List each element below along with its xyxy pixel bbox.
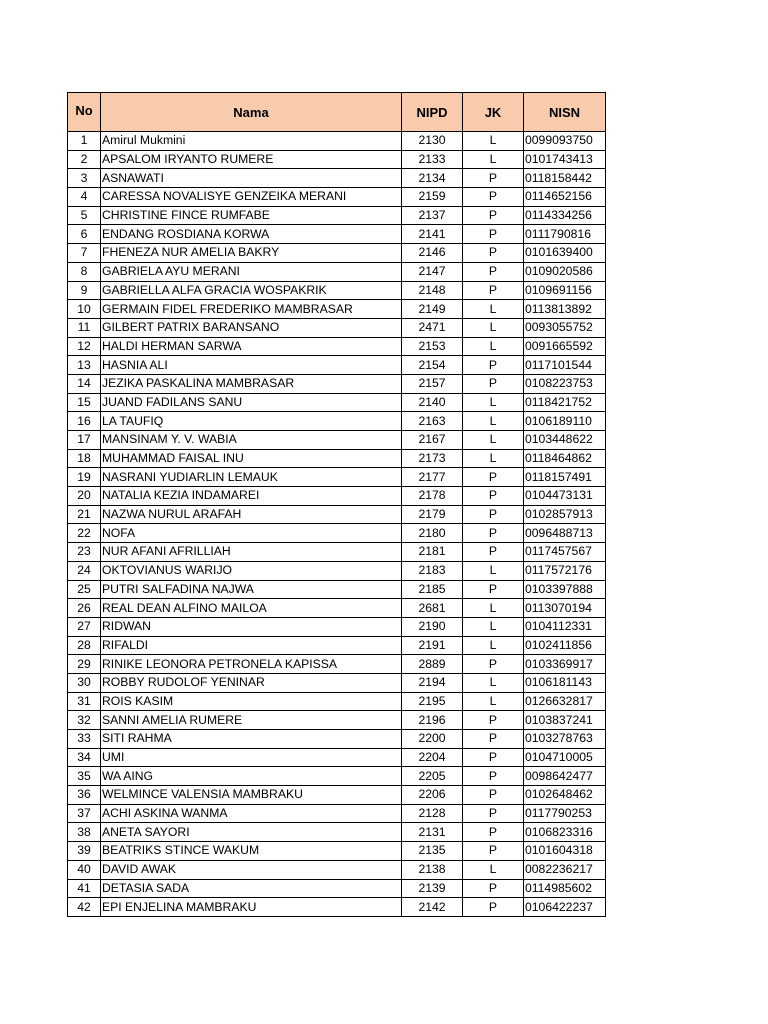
- cell-jk: L: [463, 599, 524, 618]
- table-row: [68, 132, 606, 151]
- cell-jk: L: [463, 337, 524, 356]
- cell-jk: P: [463, 262, 524, 281]
- cell-no: 18: [68, 449, 101, 468]
- cell-nisn: 0114652156: [524, 188, 606, 207]
- table-row: [68, 468, 606, 487]
- cell-jk: L: [463, 617, 524, 636]
- cell-nama: NOFA: [101, 524, 402, 543]
- cell-nipd: 2471: [402, 318, 463, 337]
- cell-no: 10: [68, 300, 101, 319]
- cell-nipd: 2889: [402, 655, 463, 674]
- cell-nipd: 2130: [402, 132, 463, 151]
- cell-jk: L: [463, 393, 524, 412]
- table-row: [68, 580, 606, 599]
- cell-nisn: 0101639400: [524, 244, 606, 263]
- cell-no: 7: [68, 244, 101, 263]
- cell-no: 12: [68, 337, 101, 356]
- cell-nama: WELMINCE VALENSIA MAMBRAKU: [101, 786, 402, 805]
- cell-nama: DETASIA SADA: [101, 879, 402, 898]
- cell-nipd: 2204: [402, 748, 463, 767]
- cell-nisn: 0102411856: [524, 636, 606, 655]
- cell-nama: GILBERT PATRIX BARANSANO: [101, 318, 402, 337]
- cell-nipd: 2137: [402, 206, 463, 225]
- cell-nama: MANSINAM Y. V. WABIA: [101, 431, 402, 450]
- cell-jk: P: [463, 879, 524, 898]
- cell-nisn: 0103837241: [524, 711, 606, 730]
- table-row: [68, 898, 606, 917]
- cell-jk: L: [463, 412, 524, 431]
- cell-nisn: 0109691156: [524, 281, 606, 300]
- cell-nisn: 0096488713: [524, 524, 606, 543]
- table-row: [68, 543, 606, 562]
- cell-nipd: 2154: [402, 356, 463, 375]
- cell-no: 38: [68, 823, 101, 842]
- cell-nipd: 2140: [402, 393, 463, 412]
- cell-nama: OKTOVIANUS WARIJO: [101, 561, 402, 580]
- cell-nama: ACHI ASKINA WANMA: [101, 804, 402, 823]
- cell-nisn: 0118158442: [524, 169, 606, 188]
- table-row: [68, 524, 606, 543]
- cell-nipd: 2135: [402, 842, 463, 861]
- cell-nisn: 0102648462: [524, 786, 606, 805]
- cell-nama: REAL DEAN ALFINO MAILOA: [101, 599, 402, 618]
- cell-nisn: 0104710005: [524, 748, 606, 767]
- table-row: [68, 711, 606, 730]
- cell-no: 16: [68, 412, 101, 431]
- cell-nisn: 0103448622: [524, 431, 606, 450]
- cell-jk: P: [463, 505, 524, 524]
- cell-nipd: 2181: [402, 543, 463, 562]
- cell-jk: P: [463, 730, 524, 749]
- cell-nisn: 0099093750: [524, 132, 606, 151]
- cell-jk: P: [463, 169, 524, 188]
- cell-nisn: 0103369917: [524, 655, 606, 674]
- cell-nipd: 2185: [402, 580, 463, 599]
- cell-nama: JEZIKA PASKALINA MAMBRASAR: [101, 374, 402, 393]
- cell-nipd: 2190: [402, 617, 463, 636]
- cell-jk: P: [463, 898, 524, 917]
- cell-no: 39: [68, 842, 101, 861]
- cell-nipd: 2180: [402, 524, 463, 543]
- cell-nama: SANNI AMELIA RUMERE: [101, 711, 402, 730]
- cell-no: 1: [68, 132, 101, 151]
- cell-nisn: 0101604318: [524, 842, 606, 861]
- cell-nipd: 2149: [402, 300, 463, 319]
- cell-jk: P: [463, 711, 524, 730]
- table-row: [68, 842, 606, 861]
- cell-nisn: 0104112331: [524, 617, 606, 636]
- table-row: [68, 786, 606, 805]
- cell-nisn: 0108223753: [524, 374, 606, 393]
- column-header-no: No: [68, 93, 101, 132]
- cell-no: 20: [68, 487, 101, 506]
- cell-no: 37: [68, 804, 101, 823]
- cell-nisn: 0082236217: [524, 860, 606, 879]
- cell-no: 32: [68, 711, 101, 730]
- cell-nama: SITI RAHMA: [101, 730, 402, 749]
- cell-no: 22: [68, 524, 101, 543]
- table-row: [68, 561, 606, 580]
- cell-nisn: 0098642477: [524, 767, 606, 786]
- cell-nama: WA AING: [101, 767, 402, 786]
- cell-nisn: 0117790253: [524, 804, 606, 823]
- cell-nama: NAZWA NURUL ARAFAH: [101, 505, 402, 524]
- cell-jk: L: [463, 132, 524, 151]
- cell-no: 29: [68, 655, 101, 674]
- table-row: [68, 150, 606, 169]
- cell-nipd: 2138: [402, 860, 463, 879]
- column-header-nipd: NIPD: [402, 93, 463, 132]
- column-header-nama: Nama: [101, 93, 402, 132]
- cell-no: 26: [68, 599, 101, 618]
- table-row: [68, 673, 606, 692]
- cell-nisn: 0117457567: [524, 543, 606, 562]
- cell-nisn: 0117572176: [524, 561, 606, 580]
- cell-nipd: 2177: [402, 468, 463, 487]
- cell-nipd: 2195: [402, 692, 463, 711]
- cell-no: 11: [68, 318, 101, 337]
- header-row: [68, 93, 606, 132]
- cell-nipd: 2133: [402, 150, 463, 169]
- cell-nama: PUTRI SALFADINA NAJWA: [101, 580, 402, 599]
- cell-nisn: 0106181143: [524, 673, 606, 692]
- cell-nama: DAVID AWAK: [101, 860, 402, 879]
- cell-nisn: 0118421752: [524, 393, 606, 412]
- cell-nama: RINIKE LEONORA PETRONELA KAPISSA: [101, 655, 402, 674]
- cell-jk: L: [463, 318, 524, 337]
- cell-jk: P: [463, 655, 524, 674]
- cell-nisn: 0114985602: [524, 879, 606, 898]
- cell-nama: ASNAWATI: [101, 169, 402, 188]
- table-row: [68, 300, 606, 319]
- cell-no: 21: [68, 505, 101, 524]
- cell-no: 2: [68, 150, 101, 169]
- cell-no: 25: [68, 580, 101, 599]
- cell-jk: L: [463, 561, 524, 580]
- cell-jk: P: [463, 786, 524, 805]
- cell-nipd: 2183: [402, 561, 463, 580]
- table-row: [68, 337, 606, 356]
- cell-nama: GERMAIN FIDEL FREDERIKO MAMBRASAR: [101, 300, 402, 319]
- cell-nama: ROIS KASIM: [101, 692, 402, 711]
- cell-nama: ROBBY RUDOLOF YENINAR: [101, 673, 402, 692]
- cell-nipd: 2191: [402, 636, 463, 655]
- cell-no: 27: [68, 617, 101, 636]
- table-row: [68, 206, 606, 225]
- cell-nama: APSALOM IRYANTO RUMERE: [101, 150, 402, 169]
- table-row: [68, 244, 606, 263]
- table-row: [68, 356, 606, 375]
- cell-nama: UMI: [101, 748, 402, 767]
- cell-jk: P: [463, 543, 524, 562]
- cell-nama: MUHAMMAD FAISAL INU: [101, 449, 402, 468]
- cell-jk: P: [463, 281, 524, 300]
- cell-nisn: 0113813892: [524, 300, 606, 319]
- cell-nipd: 2142: [402, 898, 463, 917]
- column-header-nisn: NISN: [524, 93, 606, 132]
- table-row: [68, 225, 606, 244]
- cell-jk: P: [463, 580, 524, 599]
- cell-nisn: 0103397888: [524, 580, 606, 599]
- table-row: [68, 188, 606, 207]
- cell-jk: P: [463, 842, 524, 861]
- table-row: [68, 449, 606, 468]
- cell-jk: L: [463, 431, 524, 450]
- cell-nisn: 0126632817: [524, 692, 606, 711]
- cell-nama: CHRISTINE FINCE RUMFABE: [101, 206, 402, 225]
- cell-jk: P: [463, 767, 524, 786]
- cell-nipd: 2196: [402, 711, 463, 730]
- cell-no: 17: [68, 431, 101, 450]
- table-row: [68, 487, 606, 506]
- cell-nipd: 2178: [402, 487, 463, 506]
- cell-nipd: 2200: [402, 730, 463, 749]
- cell-nama: GABRIELA AYU MERANI: [101, 262, 402, 281]
- table-row: [68, 804, 606, 823]
- cell-jk: L: [463, 860, 524, 879]
- cell-nisn: 0101743413: [524, 150, 606, 169]
- cell-nipd: 2163: [402, 412, 463, 431]
- cell-jk: P: [463, 374, 524, 393]
- cell-no: 4: [68, 188, 101, 207]
- table-row: [68, 599, 606, 618]
- cell-no: 9: [68, 281, 101, 300]
- cell-jk: L: [463, 449, 524, 468]
- cell-no: 8: [68, 262, 101, 281]
- cell-nama: RIDWAN: [101, 617, 402, 636]
- table-row: [68, 655, 606, 674]
- cell-no: 19: [68, 468, 101, 487]
- cell-jk: P: [463, 206, 524, 225]
- cell-no: 24: [68, 561, 101, 580]
- cell-no: 30: [68, 673, 101, 692]
- cell-nipd: 2148: [402, 281, 463, 300]
- cell-nisn: 0118464862: [524, 449, 606, 468]
- table-row: [68, 692, 606, 711]
- cell-nama: CARESSA NOVALISYE GENZEIKA MERANI: [101, 188, 402, 207]
- cell-nipd: 2128: [402, 804, 463, 823]
- cell-no: 23: [68, 543, 101, 562]
- cell-nisn: 0109020586: [524, 262, 606, 281]
- cell-jk: P: [463, 225, 524, 244]
- cell-jk: P: [463, 487, 524, 506]
- cell-nama: HASNIA ALI: [101, 356, 402, 375]
- cell-nipd: 2681: [402, 599, 463, 618]
- cell-no: 33: [68, 730, 101, 749]
- cell-nisn: 0104473131: [524, 487, 606, 506]
- cell-nisn: 0091665592: [524, 337, 606, 356]
- cell-nisn: 0103278763: [524, 730, 606, 749]
- cell-nipd: 2179: [402, 505, 463, 524]
- cell-nipd: 2134: [402, 169, 463, 188]
- cell-no: 34: [68, 748, 101, 767]
- table-row: [68, 374, 606, 393]
- table-row: [68, 393, 606, 412]
- cell-no: 42: [68, 898, 101, 917]
- cell-nipd: 2173: [402, 449, 463, 468]
- cell-nama: GABRIELLA ALFA GRACIA WOSPAKRIK: [101, 281, 402, 300]
- cell-jk: P: [463, 468, 524, 487]
- cell-jk: P: [463, 748, 524, 767]
- table-row: [68, 617, 606, 636]
- cell-nisn: 0106422237: [524, 898, 606, 917]
- cell-no: 28: [68, 636, 101, 655]
- cell-nama: FHENEZA NUR AMELIA BAKRY: [101, 244, 402, 263]
- cell-no: 40: [68, 860, 101, 879]
- cell-nipd: 2147: [402, 262, 463, 281]
- cell-nama: BEATRIKS STINCE WAKUM: [101, 842, 402, 861]
- cell-nama: LA TAUFIQ: [101, 412, 402, 431]
- cell-nipd: 2205: [402, 767, 463, 786]
- cell-nipd: 2167: [402, 431, 463, 450]
- cell-jk: P: [463, 823, 524, 842]
- cell-jk: P: [463, 804, 524, 823]
- cell-nipd: 2146: [402, 244, 463, 263]
- cell-nisn: 0114334256: [524, 206, 606, 225]
- table-row: [68, 431, 606, 450]
- cell-nama: ANETA SAYORI: [101, 823, 402, 842]
- cell-nisn: 0117101544: [524, 356, 606, 375]
- cell-jk: L: [463, 300, 524, 319]
- student-roster-table: [67, 92, 606, 917]
- cell-nama: NASRANI YUDIARLIN LEMAUK: [101, 468, 402, 487]
- cell-nisn: 0113070194: [524, 599, 606, 618]
- cell-nama: HALDI HERMAN SARWA: [101, 337, 402, 356]
- cell-nipd: 2131: [402, 823, 463, 842]
- roster-body: [68, 132, 606, 917]
- table-row: [68, 505, 606, 524]
- cell-nama: RIFALDI: [101, 636, 402, 655]
- cell-nisn: 0102857913: [524, 505, 606, 524]
- cell-nipd: 2141: [402, 225, 463, 244]
- cell-jk: P: [463, 356, 524, 375]
- cell-no: 3: [68, 169, 101, 188]
- table-row: [68, 730, 606, 749]
- cell-no: 14: [68, 374, 101, 393]
- cell-no: 36: [68, 786, 101, 805]
- table-row: [68, 636, 606, 655]
- table-row: [68, 879, 606, 898]
- cell-nipd: 2157: [402, 374, 463, 393]
- cell-nama: NATALIA KEZIA INDAMAREI: [101, 487, 402, 506]
- cell-nama: EPI ENJELINA MAMBRAKU: [101, 898, 402, 917]
- table-row: [68, 823, 606, 842]
- table-row: [68, 281, 606, 300]
- cell-jk: L: [463, 692, 524, 711]
- cell-no: 13: [68, 356, 101, 375]
- table-row: [68, 262, 606, 281]
- cell-no: 15: [68, 393, 101, 412]
- table-row: [68, 860, 606, 879]
- cell-jk: P: [463, 188, 524, 207]
- table-row: [68, 412, 606, 431]
- cell-jk: L: [463, 673, 524, 692]
- cell-no: 41: [68, 879, 101, 898]
- column-header-jk: JK: [463, 93, 524, 132]
- cell-nisn: 0106823316: [524, 823, 606, 842]
- cell-nisn: 0111790816: [524, 225, 606, 244]
- cell-jk: L: [463, 636, 524, 655]
- cell-nama: JUAND FADILANS SANU: [101, 393, 402, 412]
- cell-nama: NUR AFANI AFRILLIAH: [101, 543, 402, 562]
- cell-nipd: 2139: [402, 879, 463, 898]
- table-row: [68, 169, 606, 188]
- cell-jk: P: [463, 524, 524, 543]
- cell-nipd: 2153: [402, 337, 463, 356]
- cell-nama: ENDANG ROSDIANA KORWA: [101, 225, 402, 244]
- cell-nisn: 0106189110: [524, 412, 606, 431]
- table-row: [68, 318, 606, 337]
- table-row: [68, 767, 606, 786]
- cell-nipd: 2159: [402, 188, 463, 207]
- cell-nipd: 2206: [402, 786, 463, 805]
- cell-no: 31: [68, 692, 101, 711]
- table-row: [68, 748, 606, 767]
- cell-nama: Amirul Mukmini: [101, 132, 402, 151]
- student-roster-sheet: [67, 92, 606, 917]
- cell-nisn: 0093055752: [524, 318, 606, 337]
- cell-no: 5: [68, 206, 101, 225]
- cell-no: 35: [68, 767, 101, 786]
- cell-nisn: 0118157491: [524, 468, 606, 487]
- cell-nipd: 2194: [402, 673, 463, 692]
- cell-jk: P: [463, 244, 524, 263]
- cell-jk: L: [463, 150, 524, 169]
- cell-no: 6: [68, 225, 101, 244]
